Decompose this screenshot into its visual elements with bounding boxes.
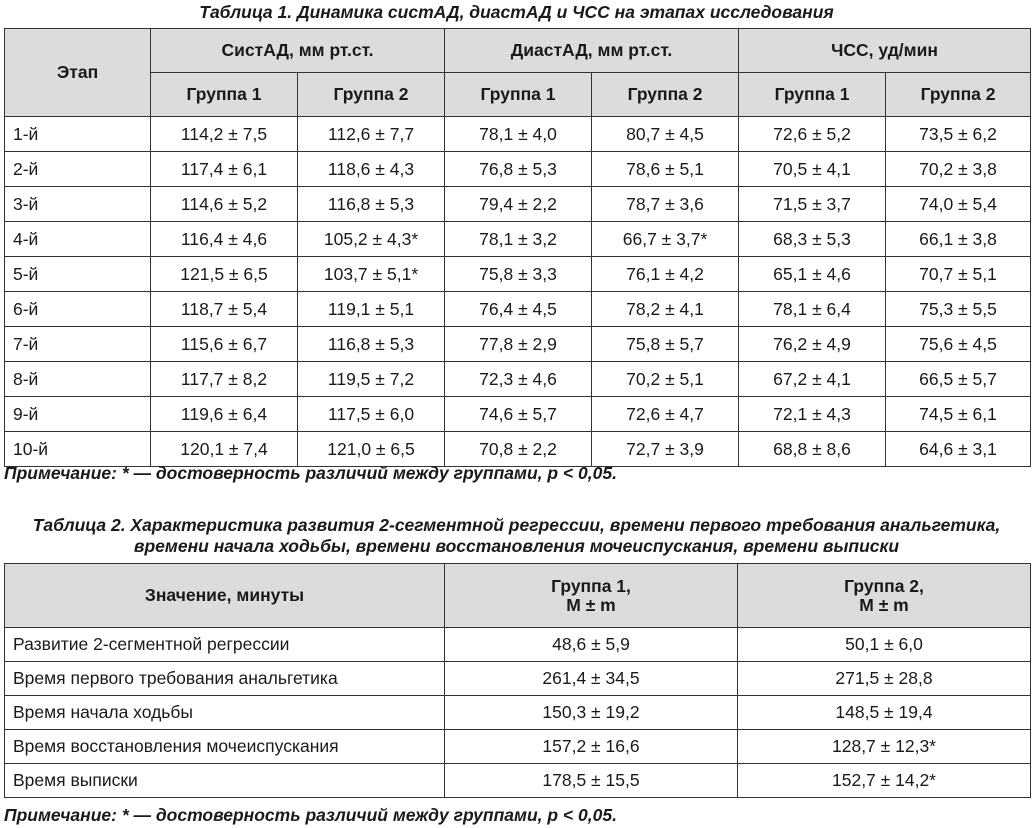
stage-cell: 7-й — [5, 327, 151, 362]
group1-cell: 178,5 ± 15,5 — [445, 764, 738, 798]
parameter-cell: Развитие 2-сегментной регрессии — [5, 628, 445, 662]
table-row — [5, 222, 1031, 257]
value-cell: 116,4 ± 4,6 — [151, 222, 298, 257]
table-row — [5, 432, 1031, 467]
value-cell: 121,0 ± 6,5 — [298, 432, 445, 467]
value-cell: 112,6 ± 7,7 — [298, 117, 445, 152]
group2-cell: 128,7 ± 12,3* — [738, 730, 1031, 764]
dbp-header: ДиастАД, мм рт.ст. — [445, 29, 739, 73]
value-cell: 70,7 ± 5,1 — [886, 257, 1031, 292]
stage-cell: 8-й — [5, 362, 151, 397]
table-row — [5, 327, 1031, 362]
value-cell: 68,8 ± 8,6 — [739, 432, 886, 467]
value-cell: 114,2 ± 7,5 — [151, 117, 298, 152]
value-cell: 115,6 ± 6,7 — [151, 327, 298, 362]
table-row — [5, 696, 1031, 730]
table-row — [5, 292, 1031, 327]
value-cell: 78,1 ± 3,2 — [445, 222, 592, 257]
value-cell: 117,5 ± 6,0 — [298, 397, 445, 432]
group2-cell: 271,5 ± 28,8 — [738, 662, 1031, 696]
table-row — [5, 152, 1031, 187]
subheader: Группа 1 — [445, 73, 592, 117]
value-cell: 121,5 ± 6,5 — [151, 257, 298, 292]
subheader: Группа 2 — [592, 73, 739, 117]
group2-header-line1: Группа 2, — [844, 575, 924, 596]
subheader: Группа 1 — [739, 73, 886, 117]
value-cell: 64,6 ± 3,1 — [886, 432, 1031, 467]
table1-caption: Таблица 1. Динамика систАД, диастАД и ЧСС на этапах исследования — [199, 2, 834, 22]
group1-header — [445, 564, 738, 628]
value-cell: 78,7 ± 3,6 — [592, 187, 739, 222]
parameter-cell: Время начала ходьбы — [5, 696, 445, 730]
value-cell: 78,1 ± 4,0 — [445, 117, 592, 152]
parameter-cell: Время выписки — [5, 764, 445, 798]
value-cell: 117,7 ± 8,2 — [151, 362, 298, 397]
table2 — [4, 563, 1031, 798]
stage-cell: 10-й — [5, 432, 151, 467]
group1-cell: 261,4 ± 34,5 — [445, 662, 738, 696]
value-cell: 78,6 ± 5,1 — [592, 152, 739, 187]
stage-cell: 2-й — [5, 152, 151, 187]
table1-note: Примечание: * — достоверность различий между группами, p < 0,05. — [4, 463, 617, 483]
value-cell: 70,5 ± 4,1 — [739, 152, 886, 187]
value-cell: 78,2 ± 4,1 — [592, 292, 739, 327]
parameter-cell: Время восстановления мочеиспускания — [5, 730, 445, 764]
table-row — [5, 397, 1031, 432]
table-row — [5, 187, 1031, 222]
stage-cell: 4-й — [5, 222, 151, 257]
value-cell: 76,4 ± 4,5 — [445, 292, 592, 327]
table-row — [5, 628, 1031, 662]
value-cell: 70,2 ± 5,1 — [592, 362, 739, 397]
group2-cell: 152,7 ± 14,2* — [738, 764, 1031, 798]
value-cell: 119,1 ± 5,1 — [298, 292, 445, 327]
group1-cell: 48,6 ± 5,9 — [445, 628, 738, 662]
table-row — [5, 764, 1031, 798]
value-cell: 77,8 ± 2,9 — [445, 327, 592, 362]
value-cell: 105,2 ± 4,3* — [298, 222, 445, 257]
value-cell: 72,1 ± 4,3 — [739, 397, 886, 432]
subheader: Группа 2 — [886, 73, 1031, 117]
table2-note: Примечание: * — достоверность различий между группами, p < 0,05. — [4, 805, 617, 825]
stage-cell: 6-й — [5, 292, 151, 327]
stage-cell: 3-й — [5, 187, 151, 222]
table-row — [5, 257, 1031, 292]
value-cell: 70,8 ± 2,2 — [445, 432, 592, 467]
sbp-header: СистАД, мм рт.ст. — [151, 29, 445, 73]
value-cell: 79,4 ± 2,2 — [445, 187, 592, 222]
value-cell: 66,5 ± 5,7 — [886, 362, 1031, 397]
table-row — [5, 117, 1031, 152]
value-cell: 72,3 ± 4,6 — [445, 362, 592, 397]
value-cell: 116,8 ± 5,3 — [298, 187, 445, 222]
value-cell: 119,6 ± 6,4 — [151, 397, 298, 432]
subheader: Группа 1 — [151, 73, 298, 117]
group2-cell: 148,5 ± 19,4 — [738, 696, 1031, 730]
value-cell: 75,8 ± 5,7 — [592, 327, 739, 362]
value-cell: 103,7 ± 5,1* — [298, 257, 445, 292]
table1 — [4, 28, 1031, 467]
value-header: Значение, минуты — [5, 564, 445, 628]
value-cell: 66,1 ± 3,8 — [886, 222, 1031, 257]
stage-header: Этап — [5, 29, 151, 117]
value-cell: 73,5 ± 6,2 — [886, 117, 1031, 152]
value-cell: 76,1 ± 4,2 — [592, 257, 739, 292]
value-cell: 66,7 ± 3,7* — [592, 222, 739, 257]
value-cell: 74,6 ± 5,7 — [445, 397, 592, 432]
value-cell: 118,7 ± 5,4 — [151, 292, 298, 327]
value-cell: 114,6 ± 5,2 — [151, 187, 298, 222]
value-cell: 118,6 ± 4,3 — [298, 152, 445, 187]
subheader: Группа 2 — [298, 73, 445, 117]
value-cell: 76,2 ± 4,9 — [739, 327, 886, 362]
stage-cell: 9-й — [5, 397, 151, 432]
stage-cell: 5-й — [5, 257, 151, 292]
value-cell: 75,3 ± 5,5 — [886, 292, 1031, 327]
group1-cell: 150,3 ± 19,2 — [445, 696, 738, 730]
group1-cell: 157,2 ± 16,6 — [445, 730, 738, 764]
value-cell: 65,1 ± 4,6 — [739, 257, 886, 292]
value-cell: 76,8 ± 5,3 — [445, 152, 592, 187]
value-cell: 74,5 ± 6,1 — [886, 397, 1031, 432]
value-cell: 80,7 ± 4,5 — [592, 117, 739, 152]
value-cell: 67,2 ± 4,1 — [739, 362, 886, 397]
hr-header: ЧСС, уд/мин — [739, 29, 1031, 73]
value-cell: 72,6 ± 4,7 — [592, 397, 739, 432]
value-cell: 75,8 ± 3,3 — [445, 257, 592, 292]
group1-header-line2: M ± m — [566, 594, 616, 615]
value-cell: 75,6 ± 4,5 — [886, 327, 1031, 362]
parameter-cell: Время первого требования анальгетика — [5, 662, 445, 696]
table-row — [5, 730, 1031, 764]
value-cell: 72,6 ± 5,2 — [739, 117, 886, 152]
table2-caption-line2: времени начала ходьбы, времени восстановления мочеиспускания, времени выписки — [133, 536, 900, 556]
table2-caption-line1: Таблица 2. Характеристика развития 2-сегментной регрессии, времени первого требования анальгетика, — [32, 515, 1001, 535]
table-row — [5, 662, 1031, 696]
value-cell: 117,4 ± 6,1 — [151, 152, 298, 187]
value-cell: 120,1 ± 7,4 — [151, 432, 298, 467]
group2-cell: 50,1 ± 6,0 — [738, 628, 1031, 662]
value-cell: 70,2 ± 3,8 — [886, 152, 1031, 187]
value-cell: 74,0 ± 5,4 — [886, 187, 1031, 222]
stage-cell: 1-й — [5, 117, 151, 152]
group1-header-line1: Группа 1, — [551, 575, 631, 596]
group2-header-line2: M ± m — [859, 594, 909, 615]
value-cell: 68,3 ± 5,3 — [739, 222, 886, 257]
value-cell: 78,1 ± 6,4 — [739, 292, 886, 327]
value-cell: 116,8 ± 5,3 — [298, 327, 445, 362]
table-row — [5, 362, 1031, 397]
value-cell: 119,5 ± 7,2 — [298, 362, 445, 397]
value-cell: 71,5 ± 3,7 — [739, 187, 886, 222]
value-cell: 72,7 ± 3,9 — [592, 432, 739, 467]
group2-header — [738, 564, 1031, 628]
